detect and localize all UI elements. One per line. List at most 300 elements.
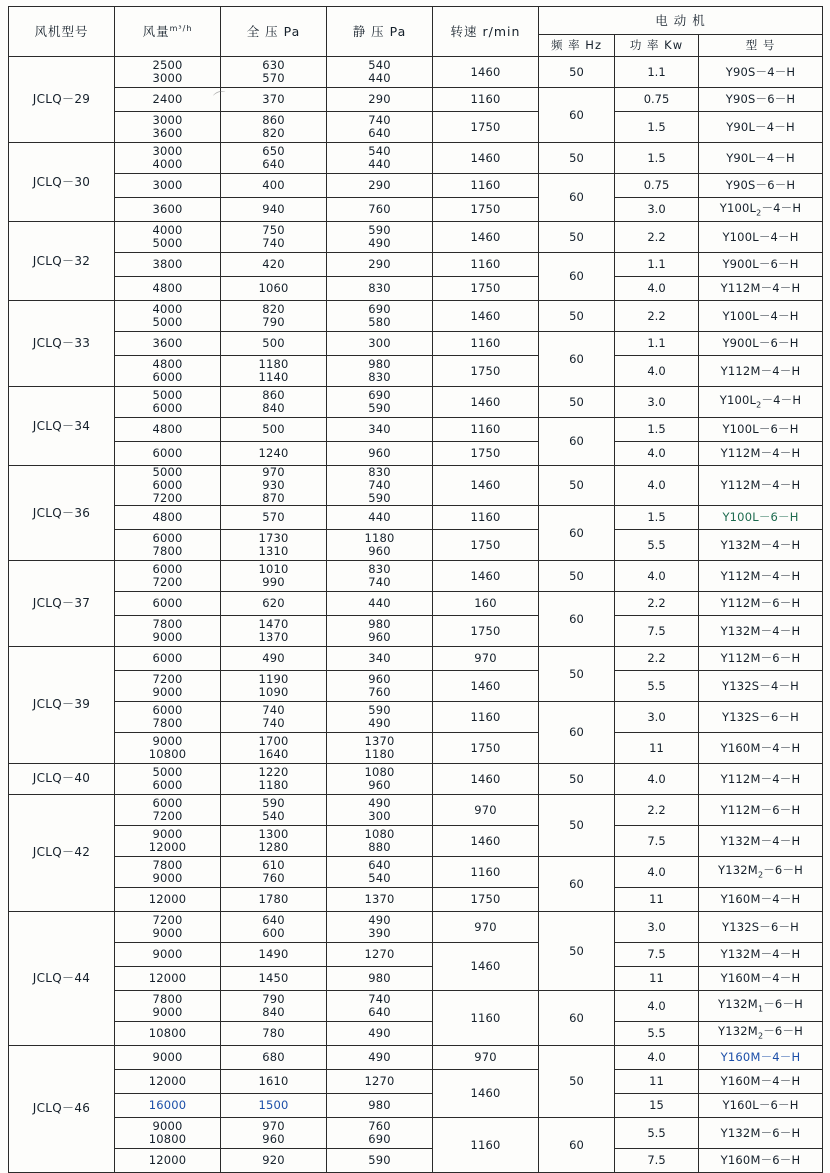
fan-model-cell: JCLQ－37 — [9, 560, 115, 646]
flow-cell: 6000 7800 — [115, 529, 221, 560]
flow-cell: 5000 6000 — [115, 387, 221, 418]
motor-model-cell: Y132S－6－H — [699, 911, 823, 942]
power-cell: 0.75 — [615, 88, 699, 112]
table-row — [9, 1117, 823, 1148]
static-pressure-cell: 640 540 — [327, 856, 433, 887]
total-pressure-cell: 860 840 — [221, 387, 327, 418]
static-pressure-cell: 980 — [327, 966, 433, 990]
flow-cell: 12000 — [115, 966, 221, 990]
motor-model-cell: Y160M－4－H — [699, 887, 823, 911]
speed-cell: 1750 — [433, 112, 539, 143]
flow-cell: 7800 9000 — [115, 615, 221, 646]
table-row — [9, 794, 823, 825]
power-cell: 5.5 — [615, 529, 699, 560]
total-pressure-cell: 1010 990 — [221, 560, 327, 591]
motor-model-cell: Y112M－6－H — [699, 591, 823, 615]
frequency-cell: 60 — [539, 591, 615, 646]
table-row — [9, 418, 823, 442]
power-cell: 4.0 — [615, 763, 699, 794]
speed-cell: 970 — [433, 911, 539, 942]
total-pressure-cell: 500 — [221, 418, 327, 442]
static-pressure-cell: 340 — [327, 646, 433, 670]
motor-model-cell: $Y132M_2-6-H$ — [699, 856, 823, 887]
static-pressure-cell: 490 300 — [327, 794, 433, 825]
scan-smudge: ⌒ — [212, 89, 230, 108]
speed-cell: 1460 — [433, 222, 539, 253]
static-pressure-cell: 980 — [327, 1093, 433, 1117]
frequency-cell: 60 — [539, 418, 615, 466]
motor-model-cell: Y112M－4－H — [699, 763, 823, 794]
speed-cell: 1460 — [433, 1069, 539, 1117]
static-pressure-cell: 1180 960 — [327, 529, 433, 560]
speed-cell: 1460 — [433, 301, 539, 332]
total-pressure-cell: 650 640 — [221, 143, 327, 174]
frequency-cell: 60 — [539, 1117, 615, 1172]
total-pressure-cell: 610 760 — [221, 856, 327, 887]
static-pressure-cell: 290 — [327, 88, 433, 112]
static-pressure-cell: 1270 — [327, 942, 433, 966]
static-pressure-cell: 980 960 — [327, 615, 433, 646]
power-cell: 15 — [615, 1093, 699, 1117]
motor-model-cell: Y112M－6－H — [699, 646, 823, 670]
speed-cell: 1750 — [433, 529, 539, 560]
flow-cell: 3000 4000 — [115, 143, 221, 174]
power-cell: 1.5 — [615, 143, 699, 174]
power-cell: 4.0 — [615, 277, 699, 301]
total-pressure-cell: 1780 — [221, 887, 327, 911]
static-pressure-cell: 980 830 — [327, 356, 433, 387]
motor-model-cell: Y132M－4－H — [699, 825, 823, 856]
flow-cell: 9000 — [115, 1045, 221, 1069]
power-cell: 2.2 — [615, 301, 699, 332]
table-row — [9, 1069, 823, 1093]
power-cell: 1.5 — [615, 505, 699, 529]
table-row — [9, 591, 823, 615]
total-pressure-cell: 940 — [221, 198, 327, 222]
frequency-cell: 50 — [539, 387, 615, 418]
total-pressure-cell: 790 840 — [221, 990, 327, 1021]
table-row — [9, 732, 823, 763]
fan-model-cell: JCLQ－46 — [9, 1045, 115, 1172]
power-cell: 2.2 — [615, 222, 699, 253]
fan-spec-table — [8, 6, 823, 1173]
motor-model-cell: Y112M－6－H — [699, 794, 823, 825]
static-pressure-cell: 1080 960 — [327, 763, 433, 794]
motor-model-cell: Y160M－4－H — [699, 966, 823, 990]
flow-cell: 12000 — [115, 1148, 221, 1172]
power-cell: 5.5 — [615, 1021, 699, 1045]
speed-cell: 1750 — [433, 356, 539, 387]
power-cell: 1.1 — [615, 57, 699, 88]
static-pressure-cell: 440 — [327, 591, 433, 615]
fan-model-cell: JCLQ－30 — [9, 143, 115, 222]
total-pressure-cell: 740 740 — [221, 701, 327, 732]
speed-cell: 970 — [433, 646, 539, 670]
power-cell: 11 — [615, 887, 699, 911]
speed-cell: 1460 — [433, 942, 539, 990]
power-cell: 7.5 — [615, 825, 699, 856]
flow-cell: 3800 — [115, 253, 221, 277]
total-pressure-cell: 1060 — [221, 277, 327, 301]
static-pressure-cell: 440 — [327, 505, 433, 529]
frequency-cell: 60 — [539, 990, 615, 1045]
table-row — [9, 222, 823, 253]
flow-cell: 4800 — [115, 505, 221, 529]
motor-model-cell: Y132M－4－H — [699, 529, 823, 560]
flow-cell: 10800 — [115, 1021, 221, 1045]
frequency-cell: 50 — [539, 466, 615, 506]
power-cell: 2.2 — [615, 794, 699, 825]
motor-model-cell: Y100L－4－H — [699, 222, 823, 253]
header-power: 功 率 Kw — [615, 35, 699, 57]
total-pressure-cell: 820 790 — [221, 301, 327, 332]
total-pressure-cell: 500 — [221, 332, 327, 356]
table-row — [9, 966, 823, 990]
flow-cell: 3600 — [115, 332, 221, 356]
fan-model-cell: JCLQ－39 — [9, 646, 115, 763]
frequency-cell: 60 — [539, 701, 615, 763]
total-pressure-cell: 920 — [221, 1148, 327, 1172]
motor-model-cell: Y100L－6－H — [699, 418, 823, 442]
frequency-cell: 60 — [539, 332, 615, 387]
motor-model-cell: $Y132M_1-6-H$ — [699, 990, 823, 1021]
flow-cell: 7800 9000 — [115, 856, 221, 887]
table-row — [9, 887, 823, 911]
table-row — [9, 301, 823, 332]
header-speed: 转速 r/min — [433, 7, 539, 57]
flow-cell: 6000 7200 — [115, 794, 221, 825]
speed-cell: 1160 — [433, 505, 539, 529]
power-cell: 11 — [615, 732, 699, 763]
static-pressure-cell: 540 440 — [327, 143, 433, 174]
motor-model-cell: Y132S－6－H — [699, 701, 823, 732]
table-row — [9, 112, 823, 143]
total-pressure-cell: 1500 — [221, 1093, 327, 1117]
motor-model-cell: Y132M－6－H — [699, 1117, 823, 1148]
speed-cell: 1460 — [433, 143, 539, 174]
fan-model-cell: JCLQ－33 — [9, 301, 115, 387]
motor-model-cell: Y112M－4－H — [699, 560, 823, 591]
frequency-cell: 60 — [539, 505, 615, 560]
frequency-cell: 60 — [539, 174, 615, 222]
static-pressure-cell: 1370 1180 — [327, 732, 433, 763]
table-row — [9, 253, 823, 277]
power-cell: 11 — [615, 1069, 699, 1093]
frequency-cell: 50 — [539, 911, 615, 990]
table-row — [9, 198, 823, 222]
total-pressure-cell: 370 — [221, 88, 327, 112]
motor-model-cell: Y90L－4－H — [699, 112, 823, 143]
table-row — [9, 990, 823, 1021]
total-pressure-cell: 420 — [221, 253, 327, 277]
speed-cell: 1750 — [433, 887, 539, 911]
table-row — [9, 701, 823, 732]
header-frequency: 频 率 Hz — [539, 35, 615, 57]
flow-cell: 7800 9000 — [115, 990, 221, 1021]
table-body — [9, 57, 823, 1173]
speed-cell: 1160 — [433, 174, 539, 198]
frequency-cell: 60 — [539, 856, 615, 911]
total-pressure-cell: 490 — [221, 646, 327, 670]
total-pressure-cell: 1490 — [221, 942, 327, 966]
table-row — [9, 560, 823, 591]
motor-model-cell: Y160M－4－H — [699, 732, 823, 763]
total-pressure-cell: 640 600 — [221, 911, 327, 942]
motor-model-cell: Y90S－6－H — [699, 174, 823, 198]
power-cell: 4.0 — [615, 356, 699, 387]
frequency-cell: 50 — [539, 763, 615, 794]
table-row — [9, 942, 823, 966]
flow-cell: 3000 3600 — [115, 112, 221, 143]
speed-cell: 160 — [433, 591, 539, 615]
fan-model-cell: JCLQ－40 — [9, 763, 115, 794]
static-pressure-cell: 1080 880 — [327, 825, 433, 856]
power-cell: 2.2 — [615, 591, 699, 615]
flow-cell: 2500 3000 — [115, 57, 221, 88]
speed-cell: 970 — [433, 794, 539, 825]
speed-cell: 1160 — [433, 990, 539, 1045]
static-pressure-cell: 760 — [327, 198, 433, 222]
fan-model-cell: JCLQ－32 — [9, 222, 115, 301]
fan-model-cell: JCLQ－44 — [9, 911, 115, 1045]
static-pressure-cell: 1370 — [327, 887, 433, 911]
table-header — [9, 7, 823, 57]
static-pressure-cell: 740 640 — [327, 112, 433, 143]
power-cell: 5.5 — [615, 1117, 699, 1148]
flow-cell: 3600 — [115, 198, 221, 222]
power-cell: 4.0 — [615, 856, 699, 887]
speed-cell: 1160 — [433, 418, 539, 442]
speed-cell: 970 — [433, 1045, 539, 1069]
flow-cell: 9000 10800 — [115, 732, 221, 763]
table-row — [9, 763, 823, 794]
table-row — [9, 442, 823, 466]
motor-model-cell: Y112M－4－H — [699, 277, 823, 301]
power-cell: 3.0 — [615, 701, 699, 732]
static-pressure-cell: 830 — [327, 277, 433, 301]
static-pressure-cell: 740 640 — [327, 990, 433, 1021]
speed-cell: 1750 — [433, 198, 539, 222]
total-pressure-cell: 1730 1310 — [221, 529, 327, 560]
header-flow-label: 风量 — [142, 24, 170, 40]
static-pressure-cell: 1270 — [327, 1069, 433, 1093]
motor-model-cell: Y132S－4－H — [699, 670, 823, 701]
static-pressure-cell: 300 — [327, 332, 433, 356]
table-row — [9, 88, 823, 112]
frequency-cell: 50 — [539, 794, 615, 856]
power-cell: 4.0 — [615, 442, 699, 466]
table-row — [9, 825, 823, 856]
header-flow — [115, 7, 221, 57]
flow-cell: 2400 — [115, 88, 221, 112]
table-row — [9, 670, 823, 701]
static-pressure-cell: 540 440 — [327, 57, 433, 88]
static-pressure-cell: 490 — [327, 1021, 433, 1045]
static-pressure-cell: 960 — [327, 442, 433, 466]
flow-cell: 4800 6000 — [115, 356, 221, 387]
motor-model-cell: Y160M－4－H — [699, 1069, 823, 1093]
speed-cell: 1750 — [433, 732, 539, 763]
header-static-pressure: 静 压 Pa — [327, 7, 433, 57]
motor-model-cell: Y132M－4－H — [699, 942, 823, 966]
table-row — [9, 911, 823, 942]
power-cell: 1.1 — [615, 253, 699, 277]
power-cell: 4.0 — [615, 560, 699, 591]
speed-cell: 1460 — [433, 57, 539, 88]
table-row — [9, 505, 823, 529]
flow-cell: 9000 10800 — [115, 1117, 221, 1148]
motor-model-cell: Y100L－4－H — [699, 301, 823, 332]
static-pressure-cell: 290 — [327, 253, 433, 277]
total-pressure-cell: 750 740 — [221, 222, 327, 253]
power-cell: 7.5 — [615, 615, 699, 646]
static-pressure-cell: 590 — [327, 1148, 433, 1172]
table-row — [9, 615, 823, 646]
total-pressure-cell: 630 570 — [221, 57, 327, 88]
table-row — [9, 143, 823, 174]
speed-cell: 1750 — [433, 615, 539, 646]
table-row — [9, 332, 823, 356]
header-model: 风机型号 — [9, 7, 115, 57]
total-pressure-cell: 570 — [221, 505, 327, 529]
flow-cell: 6000 — [115, 591, 221, 615]
total-pressure-cell: 1610 — [221, 1069, 327, 1093]
motor-model-cell: $Y100L_2-4-H$ — [699, 198, 823, 222]
total-pressure-cell: 970 960 — [221, 1117, 327, 1148]
total-pressure-cell: 620 — [221, 591, 327, 615]
speed-cell: 1460 — [433, 825, 539, 856]
frequency-cell: 50 — [539, 222, 615, 253]
total-pressure-cell: 1220 1180 — [221, 763, 327, 794]
speed-cell: 1160 — [433, 253, 539, 277]
power-cell: 1.5 — [615, 418, 699, 442]
motor-model-cell: Y90S－6－H — [699, 88, 823, 112]
speed-cell: 1460 — [433, 466, 539, 506]
motor-model-cell: $Y100L_2-4-H$ — [699, 387, 823, 418]
motor-model-cell: Y90S－4－H — [699, 57, 823, 88]
motor-model-cell: Y900L－6－H — [699, 332, 823, 356]
power-cell: 11 — [615, 966, 699, 990]
total-pressure-cell: 590 540 — [221, 794, 327, 825]
motor-model-cell: Y112M－4－H — [699, 356, 823, 387]
motor-model-cell: Y160L－6－H — [699, 1093, 823, 1117]
flow-cell: 6000 — [115, 442, 221, 466]
fan-model-cell: JCLQ－29 — [9, 57, 115, 143]
static-pressure-cell: 690 590 — [327, 387, 433, 418]
static-pressure-cell: 490 390 — [327, 911, 433, 942]
table-row — [9, 57, 823, 88]
frequency-cell: 50 — [539, 301, 615, 332]
power-cell: 3.0 — [615, 387, 699, 418]
motor-model-cell: Y100L－6－H — [699, 505, 823, 529]
flow-cell: 16000 — [115, 1093, 221, 1117]
flow-cell: 6000 — [115, 646, 221, 670]
table-row — [9, 1093, 823, 1117]
static-pressure-cell: 830 740 — [327, 560, 433, 591]
total-pressure-cell: 860 820 — [221, 112, 327, 143]
speed-cell: 1750 — [433, 442, 539, 466]
flow-cell: 4000 5000 — [115, 222, 221, 253]
table-row — [9, 856, 823, 887]
static-pressure-cell: 960 760 — [327, 670, 433, 701]
motor-model-cell: Y132M－4－H — [699, 615, 823, 646]
total-pressure-cell: 1240 — [221, 442, 327, 466]
power-cell: 0.75 — [615, 174, 699, 198]
speed-cell: 1460 — [433, 763, 539, 794]
header-flow-unit: m³/h — [169, 23, 193, 33]
flow-cell: 4800 — [115, 418, 221, 442]
total-pressure-cell: 400 — [221, 174, 327, 198]
table-row — [9, 1045, 823, 1069]
power-cell: 7.5 — [615, 1148, 699, 1172]
total-pressure-cell: 1450 — [221, 966, 327, 990]
flow-cell: 12000 — [115, 1069, 221, 1093]
static-pressure-cell: 590 490 — [327, 701, 433, 732]
total-pressure-cell: 1190 1090 — [221, 670, 327, 701]
fan-model-cell: JCLQ－34 — [9, 387, 115, 466]
motor-model-cell: Y160M－4－H — [699, 1045, 823, 1069]
header-total-pressure: 全 压 Pa — [221, 7, 327, 57]
table-row — [9, 277, 823, 301]
header-motor-model: 型 号 — [699, 35, 823, 57]
speed-cell: 1160 — [433, 332, 539, 356]
power-cell: 4.0 — [615, 990, 699, 1021]
header-motor-group: 电 动 机 — [539, 7, 823, 35]
total-pressure-cell: 1300 1280 — [221, 825, 327, 856]
static-pressure-cell: 830 740 590 — [327, 466, 433, 506]
static-pressure-cell: 760 690 — [327, 1117, 433, 1148]
speed-cell: 1160 — [433, 701, 539, 732]
flow-cell: 3000 — [115, 174, 221, 198]
motor-model-cell: Y900L－6－H — [699, 253, 823, 277]
total-pressure-cell: 970 930 870 — [221, 466, 327, 506]
table-row — [9, 1021, 823, 1045]
flow-cell: 5000 6000 7200 — [115, 466, 221, 506]
power-cell: 4.0 — [615, 466, 699, 506]
power-cell: 1.1 — [615, 332, 699, 356]
flow-cell: 7200 9000 — [115, 911, 221, 942]
speed-cell: 1460 — [433, 387, 539, 418]
frequency-cell: 50 — [539, 143, 615, 174]
frequency-cell: 60 — [539, 88, 615, 143]
motor-model-cell: Y160M－6－H — [699, 1148, 823, 1172]
table-row — [9, 466, 823, 506]
motor-model-cell: Y112M－4－H — [699, 466, 823, 506]
power-cell: 5.5 — [615, 670, 699, 701]
speed-cell: 1160 — [433, 856, 539, 887]
flow-cell: 6000 7200 — [115, 560, 221, 591]
table-row — [9, 356, 823, 387]
power-cell: 2.2 — [615, 646, 699, 670]
total-pressure-cell: 1700 1640 — [221, 732, 327, 763]
speed-cell: 1160 — [433, 1117, 539, 1172]
power-cell: 3.0 — [615, 911, 699, 942]
flow-cell: 5000 6000 — [115, 763, 221, 794]
flow-cell: 7200 9000 — [115, 670, 221, 701]
frequency-cell: 50 — [539, 646, 615, 701]
motor-model-cell: Y90L－4－H — [699, 143, 823, 174]
power-cell: 1.5 — [615, 112, 699, 143]
flow-cell: 9000 — [115, 942, 221, 966]
frequency-cell: 50 — [539, 57, 615, 88]
total-pressure-cell: 780 — [221, 1021, 327, 1045]
static-pressure-cell: 290 — [327, 174, 433, 198]
frequency-cell: 60 — [539, 253, 615, 301]
table-row — [9, 1148, 823, 1172]
speed-cell: 1160 — [433, 88, 539, 112]
flow-cell: 4000 5000 — [115, 301, 221, 332]
motor-model-cell: $Y132M_2-6-H$ — [699, 1021, 823, 1045]
